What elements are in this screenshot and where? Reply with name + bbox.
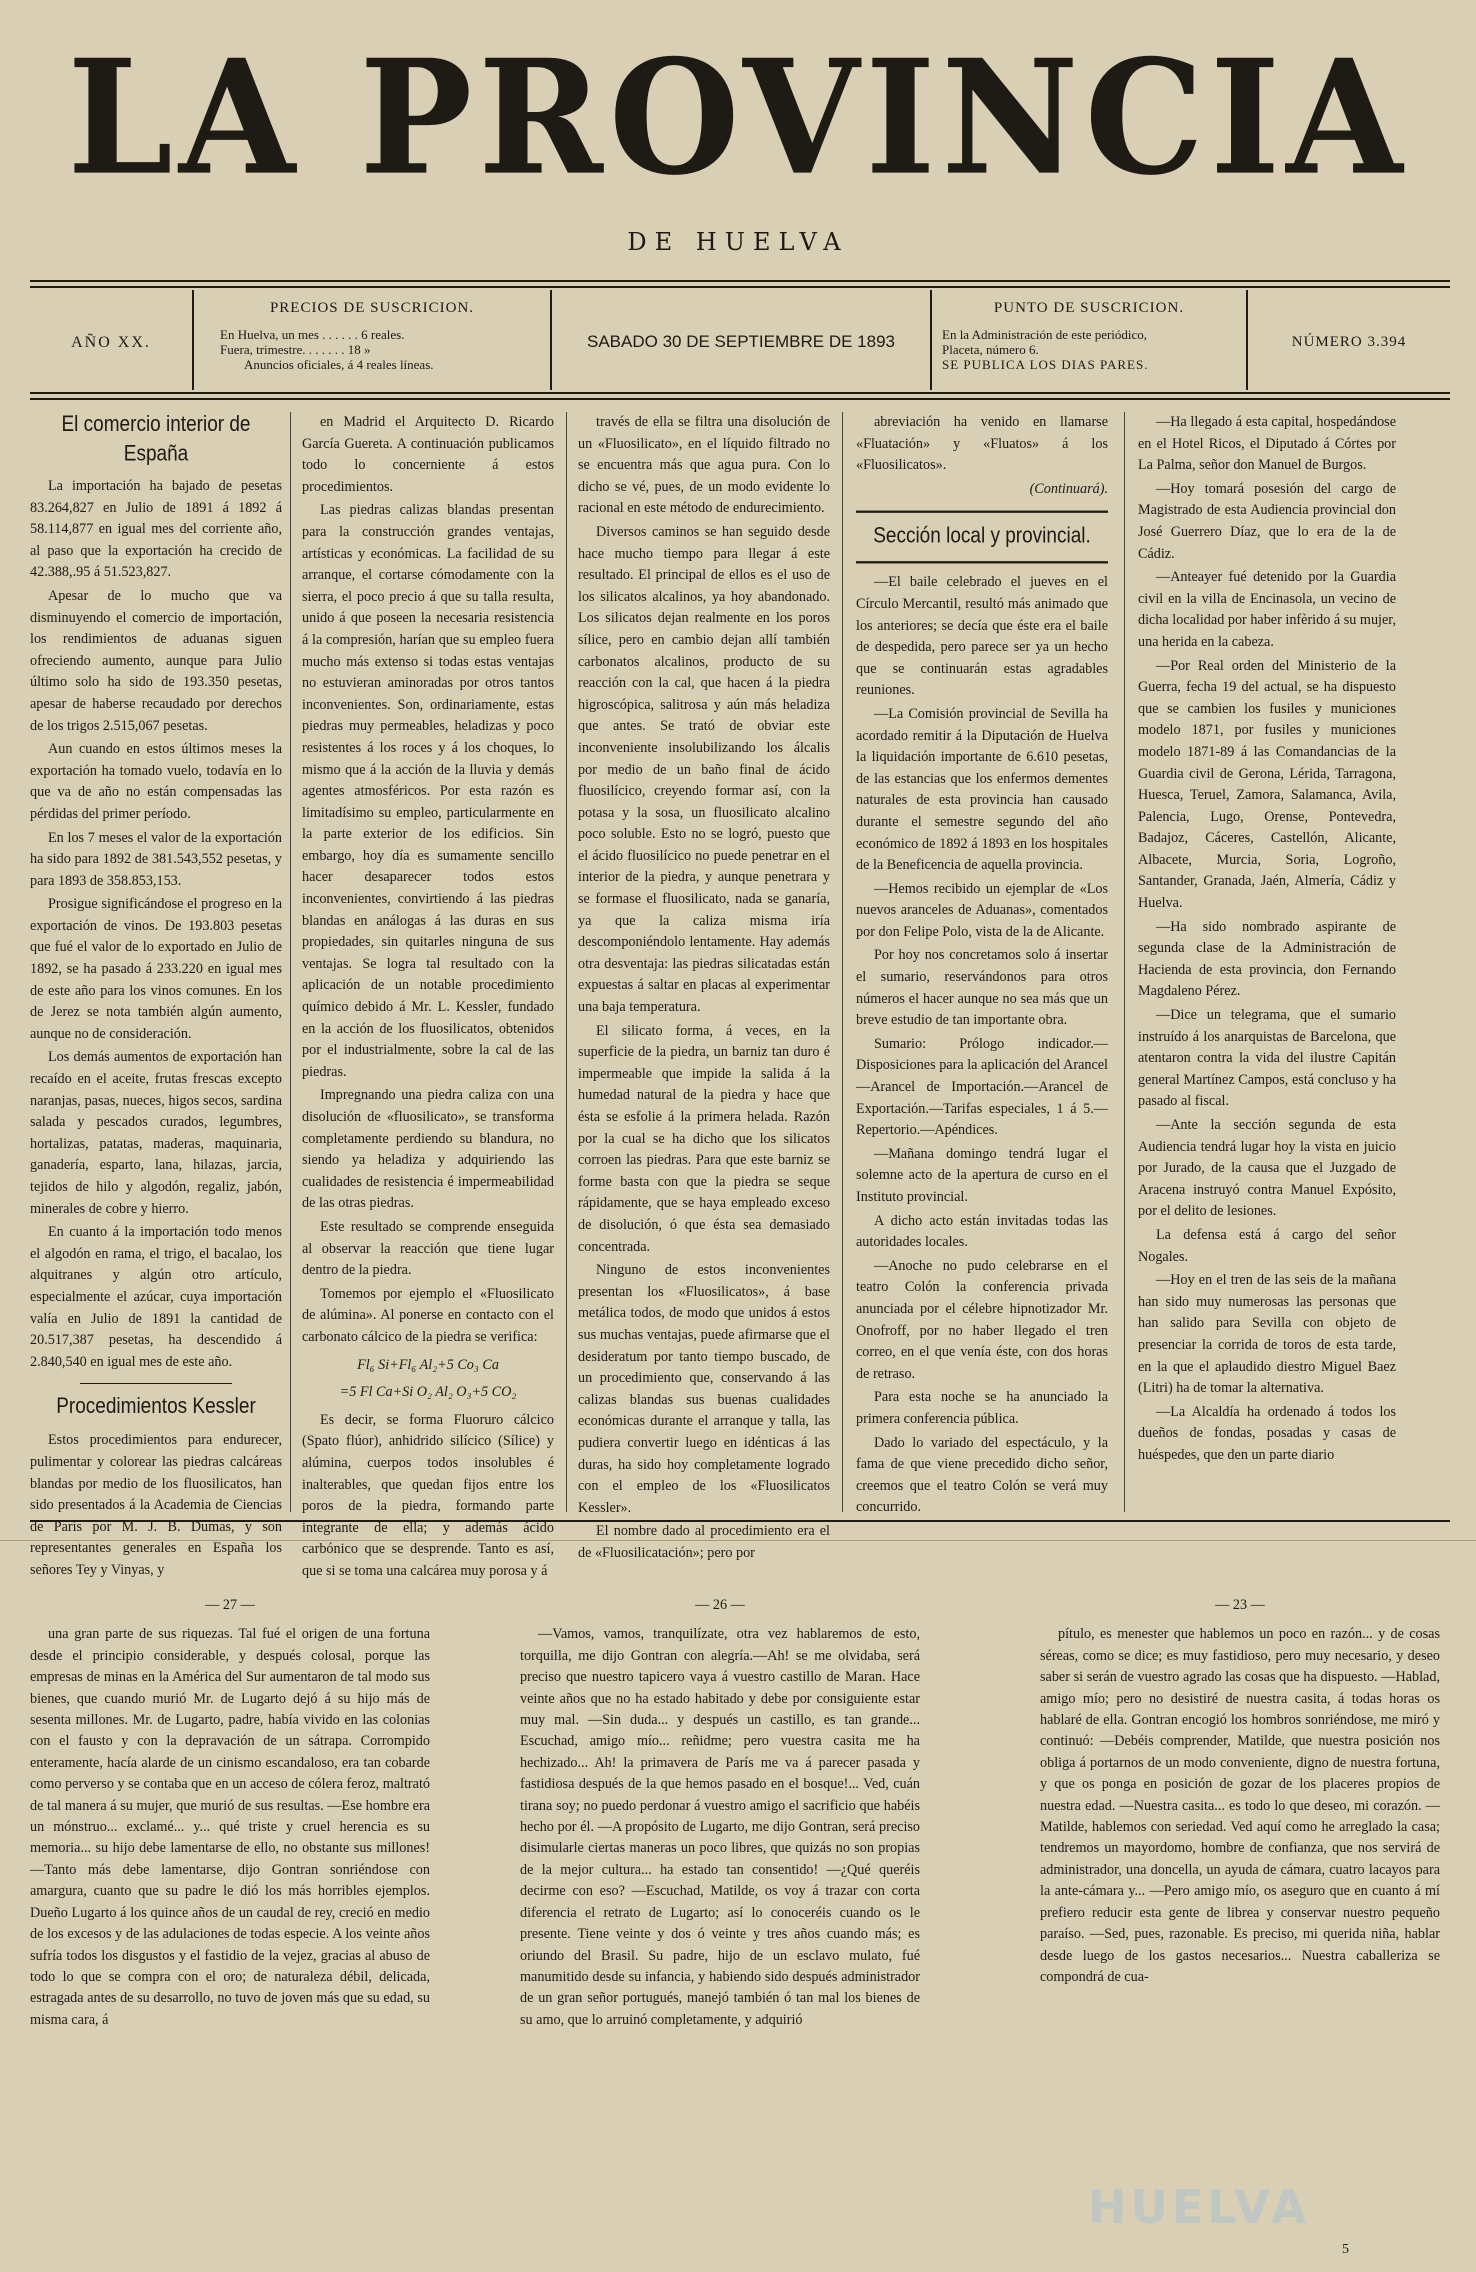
chemical-formula: =5 Fl Ca+Si O₂ Al₂ O₃+5 CO₂ (339, 1384, 517, 1401)
paragraph: —Anoche no pudo celebrarse en el teatro Colón la conferencia privada anunciada por el célebre hipnotizador Mr. Onofroff, por no haber llegado el tren correo, en el que venía éste, con dos horas de retraso. (856, 1257, 1108, 1382)
masthead-rule-top-thin (30, 286, 1450, 288)
paragraph: Por hoy nos concretamos solo á insertar el sumario, reservándonos para otros números el hacer aunque no sea más que un breve estudio de tan importante obra. (856, 947, 1108, 1029)
masthead-title: LA PROVINCIA (67, 25, 1409, 211)
paragraph: Este resultado se comprende enseguida al observar la reacción que tiene lugar dentro de la piedra. (302, 1218, 554, 1279)
issue-number: NÚMERO 3.394 (1291, 334, 1407, 350)
article-heading: Procedimientos Kessler (56, 1394, 256, 1419)
paragraph: —Hoy en el tren de las seis de la mañana han sido muy numerosas las personas que han salido para Sevilla con objeto de presenciar la corrida de toros de esta tarde, en la que el aplaudido diestro Miguel Baez (Litri) ha de tomar la alternativa. (1138, 1272, 1396, 1397)
point-line-2: Placeta, número 6. (942, 342, 1039, 357)
point-line-3: SE PUBLICA LOS DIAS PARES. (942, 357, 1149, 372)
article-separator (80, 1383, 231, 1384)
column-divider (1124, 412, 1125, 1512)
paragraph: Impregnando una piedra caliza con una disolución de «fluosilicato», se transforma completamente perdiendo su blandura, no siendo ya heladiza y adquiriendo las cualidades de resistencia é impermeabilidad de las otras piedras. (302, 1087, 554, 1212)
page-bottom-rule (30, 1520, 1450, 1522)
paragraph: La importación ha bajado de pesetas 83.264,827 en Julio de 1891 á 1892 á 58.114,877 en igual mes del corriente año, al paso que la exportación ha crecido de 42.388,.95 á 51.523,827. (30, 478, 282, 581)
masthead-rule-bottom (30, 392, 1450, 394)
serial-text: una gran parte de sus riquezas. Tal fué el origen de una fortuna desde el principio considerable, y después colosal, porque las empresas de minas en la América del Sur aumentaron de tal modo sus bienes, que cuando murió Mr. de Lugarto dejó á su hijo más de sesenta millones. Mr. de Lugarto, padre, había vivido en las colonias con el fausto y con la depravación de un sátrapa. Corrompido enteramente, hacía alarde de un cinismo escandaloso, era tan cobarde como perverso y se contaba que en un acceso de cólera feroz, maltrató de tal manera á su mujer, que murió de sus resultas. —Ese hombre era un mónstruo... exclamé... y... qué triste y cruel herencia es su memoria... su hijo debe lamentarse de ello, no obstante sus millones! —Tanto más debe lamentarse, dijo Gontran sonriéndose con amargura, cuanto que su padre le dió los más horribles ejemplos. Dueño Lugarto á los quince años de un caudal de rey, creció en medio de los excesos y de las adulaciones de todas especie. A los veinte años sufría todos los disgustos y el fastidio de la vejez, gracias al abuso de todo lo que se compra con el oro; de naturaleza débil, delicada, estragada antes de su desarrollo, no tuvo de joven más que su edad, su misma cara, á (30, 1626, 430, 2028)
serial-page-27 (30, 1595, 430, 2235)
column-1 (30, 412, 282, 1578)
serial-page-number: — 27 — (205, 1597, 255, 1613)
column-divider (290, 412, 291, 1512)
archive-watermark: HUELVA (1088, 2180, 1311, 2234)
paragraph: —Ante la sección segunda de esta Audiencia tendrá lugar hoy la vista en juicio por Jurado, de la causa que el Juzgado de Aracena instruyó contra Manuel Expósito, por el delito de lesiones. (1138, 1117, 1396, 1220)
paragraph: —Ha sido nombrado aspirante de segunda clase de la Administración de Hacienda de esta provincia, don Fernando Magdaleno Pérez. (1138, 918, 1396, 1000)
paragraph: A dicho acto están invitadas todas las autoridades locales. (856, 1212, 1108, 1251)
paragraph: Sumario: Prólogo indicador.—Disposiciones para la aplicación del Arancel —Arancel de Importación.—Arancel de Exportación.—Tarifas especiales, 1 á 5.—Repertorio.—Apéndices. (856, 1035, 1108, 1139)
paragraph: —Dice un telegrama, que el sumario instruído á los anarquistas de Barcelona, que atentaron contra la vida del ilustre Capitán general Martínez Campos, está concluso y ha pasado al fiscal. (1138, 1007, 1396, 1110)
paragraph: —Ha llegado á esta capital, hospedándose en el Hotel Ricos, el Diputado á Córtes por La Palma, señor don Manuel de Burgos. (1138, 414, 1396, 474)
paragraph: En cuanto á la importación todo menos el algodón en rama, el trigo, el bacalao, los alquitranes y algún otro artículo, especialmente el azúcar, cuya importación valía en Julio de 1891 la cantidad de 20.517,387 pesetas, ha descendido á 2.840,540 en igual mes de este año. (30, 1224, 282, 1370)
paragraph: Prosigue significándose el progreso en la exportación de vinos. De 193.803 pesetas que fué el valor de lo exportado en Julio de 1892, se ha pasado á 233.220 en igual mes de este año para los vinos comunes. En los de Jerez se nota también algún aumento, aunque no de consideración. (30, 896, 282, 1042)
prices-line-1: En Huelva, un mes . . . . . . 6 reales. (220, 327, 405, 342)
column-2 (302, 412, 554, 1579)
continued-note: (Continuará). (1029, 480, 1108, 497)
point-heading: PUNTO DE SUSCRICION. (993, 300, 1185, 316)
paragraph: —Hoy tomará posesión del cargo de Magistrado de esta Audiencia provincial don José Guerrero Díaz, que lo era de la de Cádiz. (1138, 480, 1396, 562)
paragraph: —El baile celebrado el jueves en el Círculo Mercantil, resultó más animado que los anteriores; se decía que éste era el baile de despedida, pero parece ser ya un hecho que se continuarán estas agradables reuniones. (856, 574, 1108, 699)
paragraph: abreviación ha venido en llamarse «Fluatación» y «Fluatos» á los «Fluosilicatos». (856, 414, 1108, 474)
prices-line-3: Anuncios oficiales, á 4 reales líneas. (244, 357, 434, 372)
masthead-rule-top (30, 280, 1450, 282)
paragraph: El nombre dado al procedimiento era el de «Fluosilicatación»; pero por (578, 1523, 830, 1561)
paragraph: —Por Real orden del Ministerio de la Guerra, fecha 19 del actual, se ha dispuesto que se cambien los fusiles y municiones modelo 1871, por fusiles y municiones modelo 1871-89 á las Comandancias de la Guardia civil de Gerona, Lérida, Tarragona, Huesca, Teruel, Zamora, Salamanca, Avila, Palencia, Lugo, Orense, Pontevedra, Badajoz, Cáceres, Castellón, Alicante, Albacete, Murcia, Soria, Logroño, Santander, Granada, Jaén, Almería, Cádiz y Huelva. (1138, 657, 1396, 912)
number-box (1246, 290, 1450, 390)
column-divider (842, 412, 843, 1512)
paragraph: En los 7 meses el valor de la exportación ha sido para 1892 de 381.543,552 pesetas, y para 1893 de 358.853,153. (30, 829, 282, 889)
prices-box (192, 290, 550, 390)
issue-date: SABADO 30 DE SEPTIEMBRE DE 1893 (586, 332, 895, 351)
year-label: AÑO XX. (71, 334, 151, 351)
prices-heading: PRECIOS DE SUSCRICION. (269, 300, 475, 316)
serial-page-23 (1040, 1595, 1440, 2235)
info-bar (30, 290, 1450, 390)
paragraph: Es decir, se forma Fluoruro cálcico (Spato flúor), anhidrido silícico (Sílice) y alúmina, cuerpos todos insolubles é inalterables, que quedan fijos entre los poros de la piedra, formando parte integrante de ella; y además ácido carbónico que se desprende. Tanto es así, que si se toma una calcárea muy porosa y á (302, 1411, 554, 1579)
paragraph: Tomemos por ejemplo el «Fluosilicato de alúmina». Al ponerse en contacto con el carbonato cálcico de la piedra se verifica: (302, 1285, 554, 1345)
paragraph: Apesar de lo mucho que va disminuyendo el comercio de importación, los rendimientos de aduanas siguen ofreciendo aumento, aunque para Julio último solo ha sido de 193.350 pesetas, apesar de haberse recaudado por derechos de los trigos 2.515,067 pesetas. (30, 587, 282, 734)
paragraph: en Madrid el Arquitecto D. Ricardo García Guereta. A continuación publicamos todo lo concerniente á estos procedimientos. (302, 414, 554, 495)
paragraph: El silicato forma, á veces, en la superficie de la piedra, un barniz tan duro é impermeable que impide la salida á la humedad natural de la piedra y hace que ésta se esfolie á la primera helada. Razón por la cual se ha dicho que los silicatos corroen las piedras. Para que este barniz se forme basta con que la piedra se seque rápidamente, que se haya empleado exceso de disolución, ó que ésta sea demasiado concentrada. (578, 1022, 830, 1255)
page-mark: 5 (1342, 2242, 1349, 2257)
article-heading: El comercio interior de España (61, 412, 251, 467)
paragraph: —Mañana domingo tendrá lugar el solemne acto de la apertura de curso en el Instituto provincial. (856, 1145, 1108, 1205)
paragraph: Dado lo variado del espectáculo, y la fama de que viene precedido dicho señor, creemos que el teatro Colón se verá muy concurrido. (856, 1434, 1108, 1516)
paragraph: Estos procedimientos para endurecer, pulimentar y colorear las piedras calcáreas blandas por medio de los fluosilicatos, han sido presentados á la Academia de Ciencias de París por M. J. B. Dumas, y son representantes generales en España los señores Tey y Vinyas, y (30, 1432, 282, 1578)
serial-text: —Vamos, vamos, tranquilízate, otra vez hablaremos de esto, torquilla, me dijo Gontran con alegría.—Ah! se me olvidaba, será preciso que nuestro tapicero vaya á vuestro castillo de Maran. Hace veinte años que no ha estado habitado y debe por consiguiente estar muy mal. —Sin duda... y después un castillo, es tan grande... Escuchad, amigo mío... reñidme; pero vuestra casita me ha hechizado... Ah! la primavera de París me va á parecer pasada y fastidiosa después de la que hemos pasado en el bosque!... Ved, cuán tirana soy; no puedo perdonar á vuestro amigo el sacrificio que habéis hecho por él. —A propósito de Lugarto, me dijo Gontran, será preciso disimularle ciertas maneras un poco libres, que quizás no son propias de la mejor cultura... ha estado tan consentido! —¿Qué queréis decirme con eso? —Escuchad, Matilde, os voy á trazar con corta diferencia el retrato de Lugarto; así lo conoceréis cuando os le presente. Tiene veinte y dos ó veinte y tres años cuando más; es oriundo del Brasil. Su padre, hijo de un esclavo mulato, fué manumitido desde su infancia, y habiendo sido después administrador de un gran señor portugués, manejó también ó tan mal los bienes de su amo, que lo arruinó completamente, y adquirió (520, 1626, 920, 2028)
fold-line (0, 1540, 1476, 1541)
prices-line-2: Fuera, trimestre. . . . . . . 18 » (220, 342, 371, 357)
date-box (550, 290, 930, 390)
serial-page-number: — 23 — (1215, 1597, 1265, 1613)
column-divider (566, 412, 567, 1512)
section-heading: Sección local y provincial. (856, 511, 1108, 564)
paragraph: —La Alcaldía ha ordenado á todos los dueños de fondas, posadas y casas de huéspedes, que den un parte diario (1138, 1403, 1396, 1463)
serial-page-number: — 26 — (695, 1597, 745, 1613)
subscription-point-box (930, 290, 1246, 390)
paragraph: Ninguno de estos inconvenientes presentan los «Fluosilicatos», á base metálica todos, de modo que unidos á estos sus muchas ventajas, puede afirmarse que el desideratum por tanto tiempo buscado, de un procedimiento que, conservando á las calizas blandas sus buenas cualidades económicas durante el arranque y talla, las pudiera convertir luego en idénticas á las duras, ha sido hoy completamente logrado con el empleo de los «Fluosilicatos Kessler». (578, 1262, 830, 1516)
paragraph: Diversos caminos se han seguido desde hace mucho tiempo para llegar á este resultado. El principal de ellos es el uso de los silicatos alcalinos, ya hoy abandonado. Los silicatos dejan realmente en los poros sílice, pero en cambio dejan allí también carbonatos alcalinos, producto de su reacción con la cal, que hacen á la piedra higroscópica, salitrosa y aún más heladiza que antes. Se trató de obviar este inconveniente insolubilizando los álcalis por medio de un baño final de ácido fluosilícico, creyendo formar así, con la potasa y la sosa, un fluosilicato alcalino poco soluble. Esto no se logró, puesto que el ácido fluosilícico no puede penetrar en el interior de la piedra, y aunque penetrara y se formase el fluosilicato, nada se ganaría, ya que la caliza misma iría descomponiéndolo lentamente. Hay además otra desventaja: las piedras silicatadas están expuestas á saltar en placas al experimentar una baja temperatura. (578, 523, 830, 1016)
paragraph: través de ella se filtra una disolución de un «Fluosilicato», en el líquido filtrado no se encuentra más que agua pura. Con lo dicho se vé, pues, de un modo evidente lo racional en este método de endurecimiento. (578, 414, 830, 517)
paragraph: —La Comisión provincial de Sevilla ha acordado remitir á la Diputación de Huelva la liquidación importante de 6.610 pesetas, de las estancias que los enfermos dementes naturales de esta provincia han causado durante el semestre segundo del año económico de 1892 á 1893 en los hospitales de la Beneficencia de aquella provincia. (856, 705, 1108, 874)
paragraph: Los demás aumentos de exportación han recaído en el aceite, frutas frescas excepto naranjas, pasas, nueces, higos secos, sardina salada y pescados curados, legumbres, hortalizas, patatas, maderas, maquinaria, ganadería, esparto, lana, hilazas, jarcia, tejidos de hilo y algodón, regaliz, jabón, minerales de cobre y hierro. (30, 1049, 282, 1217)
column-5 (1138, 412, 1396, 1512)
serial-text: pítulo, es menester que hablemos un poco en razón... y de cosas séreas, como se dice; es muy fastidioso, pero muy necesario, y deseo saber si serán de vuestro agrado las cosas que ha dispuesto. —Hablad, amigo mío; pero no desistiré de nuestra casita, á todas horas os hablaré de ella. Gontran encogió los hombros sonriéndose, me miró y continuó: —Debéis comprender, Matilde, que nuestra posición nos obliga á portarnos de un modo conveniente, digno de nuestra fortuna, y que os ponga en posición de gozar de los placeres propios de nuestra edad. —Nuestra casita... es todo lo que deseo, mi corazón. —Matilde, hablemos con seriedad. Ved aquí como he arreglado la casa; tendremos un mayordomo, hombre de confianza, que nos servirá de administrador, una doncella, un ayuda de cámara, cuatro lacayos para la ante-cámara y... —Pero amigo mío, os aseguro que en cuanto á mí prefiero reducir esta gente de librea y conservar nuestro pequeño paraíso. —Sed, pues, razonable. Es preciso, mi querida niña, hablar desde luego de los gastos necesarios... Nuestra caballeriza se compondrá de cua- (1040, 1626, 1440, 1985)
paragraph: —Anteayer fué detenido por la Guardia civil en la villa de Encinasola, un vecino de dicha localidad por haber infèrido á su mujer, una herida en la cabeza. (1138, 569, 1396, 650)
point-line-1: En la Administración de este periódico, (942, 327, 1148, 342)
year-box (30, 290, 192, 390)
paragraph: Las piedras calizas blandas presentan para la construcción grandes ventajas, artísticas y económicas. La facilidad de su arranque, el cortarse cómodamente con la sierra, el poco precio á que su talla resulta, unido á que poseen la necesaria resistencia á la compresión, harían que su empleo fuera mucho más extenso si todas estas ventajas no estuvieran aminoradas por otros tantos inconvenientes. Son, ordinariamente, estas piedras muy permeables, heladizas y poco resistentes á los roces y á los choques, lo mismo que á la acción de la lluvia y demás agentes atmosféricos. Por esta razón es limitadísimo su empleo, particularmente en la parte exterior de los edificios. Sin embargo, hoy día es sumamente sencillo hacer desaparecer todos estos inconvenientes, convirtiendo á las piedras blandas en análogas á las duras en sus propiedades, sin quitarles ninguna de sus ventajas. Se logra tal resultado con la aplicación de un notable procedimiento químico debido á Mr. L. Kessler, fundado en la acción de los fluosilicatos, obtenidos por el industrialmente, sobre la cal de las piedras. (302, 502, 554, 1080)
paragraph: La defensa está á cargo del señor Nogales. (1138, 1226, 1396, 1265)
paragraph: Para esta noche se ha anunciado la primera conferencia pública. (856, 1389, 1108, 1427)
masthead-rule-bottom-thin (30, 398, 1450, 400)
paragraph: —Hemos recibido un ejemplar de «Los nuevos aranceles de Aduanas», comentados por don Felipe Polo, vista de la de Alicante. (856, 880, 1108, 940)
chemical-formula: Fl₆ Si+Fl₆ Al₂+5 Co₃ Ca (357, 1356, 499, 1373)
masthead-subtitle: DE HUELVA (627, 228, 849, 256)
serial-page-26 (520, 1595, 920, 2235)
paragraph: Aun cuando en estos últimos meses la exportación ha tomado vuelo, todavía en lo que va de año no están compensadas las pérdidas del primer período. (30, 741, 282, 822)
column-3 (578, 412, 830, 1561)
column-4 (856, 412, 1108, 1516)
